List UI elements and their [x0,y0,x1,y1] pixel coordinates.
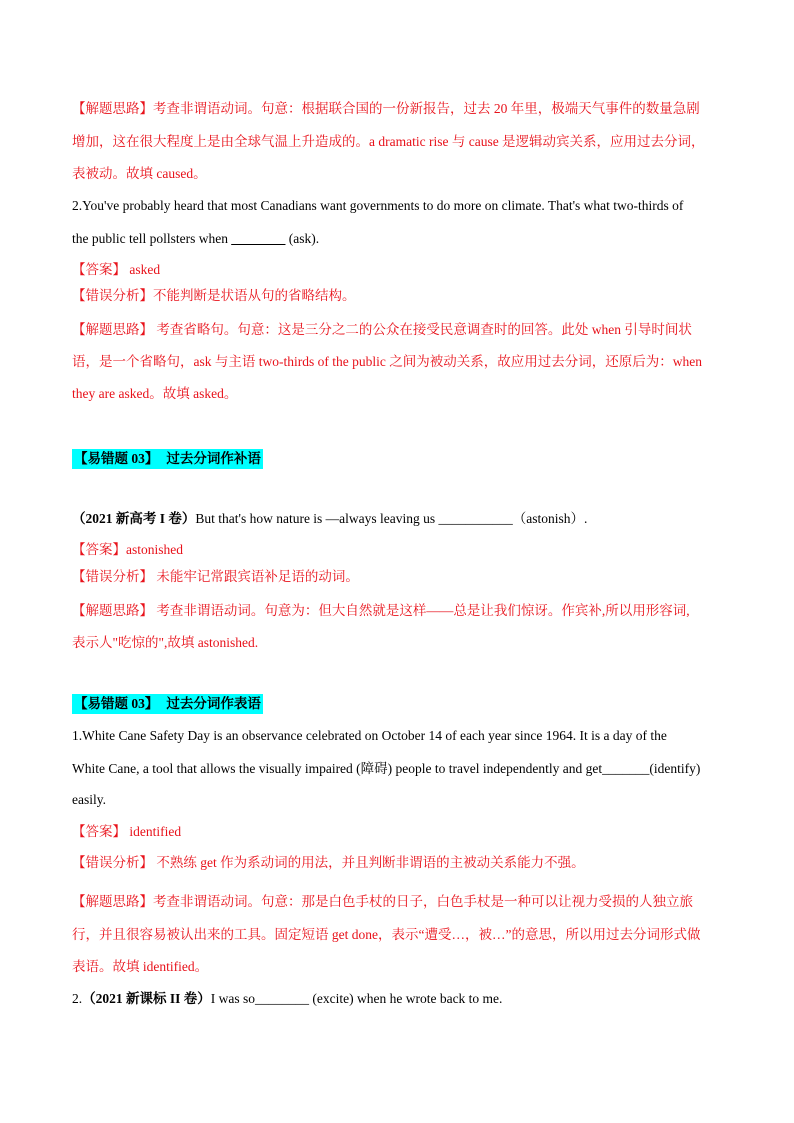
question-text: 1.White Cane Safety Day is an observance celebrated on October 14 of each year since 1964. It is a day of the [72,728,667,743]
heading-title: 过去分词作表语 [166,696,261,711]
question-body: I was so________ (excite) when he wrote back to me. [210,991,503,1006]
error-analysis-text: 【错误分析】 不熟练 get 作为系动词的用法，并且判断非谓语的主被动关系能力不强。 [72,855,585,870]
answer-text: 【答案】 asked [72,262,161,277]
answer-text: 【答案】 identified [72,824,182,839]
analysis-text: 表语。故填 identified。 [72,959,209,974]
question-source: （2021 新课标 II 卷） [82,991,211,1006]
analysis-text: 行，并且很容易被认出来的工具。固定短语 get done，表示“遭受…，被…”的意思，所以用过去分词形式做 [72,927,701,942]
question-text: White Cane, a tool that allows the visually impaired (障碍) people to travel independently and get_______(identify) [72,761,701,776]
error-analysis-text: 【错误分析】 未能牢记常跟宾语补足语的动词。 [72,569,359,584]
answer-blank: ________ [231,231,286,246]
question-text-part: the public tell pollsters when [72,231,232,246]
analysis-text: 【解题思路】考查非谓语动词。句意：根据联合国的一份新报告，过去 20 年里，极端天气事件的数量急剧 [72,101,700,116]
heading-tag: 【易错题 03】 [74,696,159,711]
question-source: （2021 新高考 I 卷） [72,511,196,526]
question-number: 2. [72,991,83,1006]
analysis-text: they are asked。故填 asked。 [72,386,238,401]
question-text [72,229,319,249]
section-heading [72,694,263,714]
heading-tag: 【易错题 03】 [74,451,159,466]
question-text: 2.You've probably heard that most Canadians want governments to do more on climate. That's what two-thirds of [72,198,684,213]
analysis-text: 【解题思路】考查非谓语动词。句意：那是白色手杖的日子，白色手杖是一种可以让视力受损的人独立旅 [72,894,693,909]
analysis-text: 增加，这在很大程度上是由全球气温上升造成的。a dramatic rise 与 cause 是逻辑动宾关系，应用过去分词， [72,134,705,149]
analysis-text: 表被动。故填 caused。 [72,166,207,181]
heading-title: 过去分词作补语 [166,451,261,466]
question-text [72,989,502,1009]
error-analysis-text: 【错误分析】不能判断是状语从句的省略结构。 [72,288,356,303]
question-text-part: (ask). [285,231,320,246]
section-heading [72,449,263,469]
answer-text: 【答案】astonished [72,542,183,557]
analysis-text: 语，是一个省略句，ask 与主语 two-thirds of the public 之间为被动关系，故应用过去分词，还原后为：when [72,354,702,369]
question-text: easily. [72,792,106,807]
question-body: But that's how nature is —always leaving us ___________（astonish）. [195,511,588,526]
analysis-text: 表示人"吃惊的",故填 astonished. [72,635,259,650]
analysis-text: 【解题思路】 考查省略句。句意：这是三分之二的公众在接受民意调查时的回答。此处 when 引导时间状 [72,322,692,337]
question-text [72,509,587,529]
analysis-text: 【解题思路】 考查非谓语动词。句意为：但大自然就是这样——总是让我们惊讶。作宾补,所以用形容词, [72,603,690,618]
